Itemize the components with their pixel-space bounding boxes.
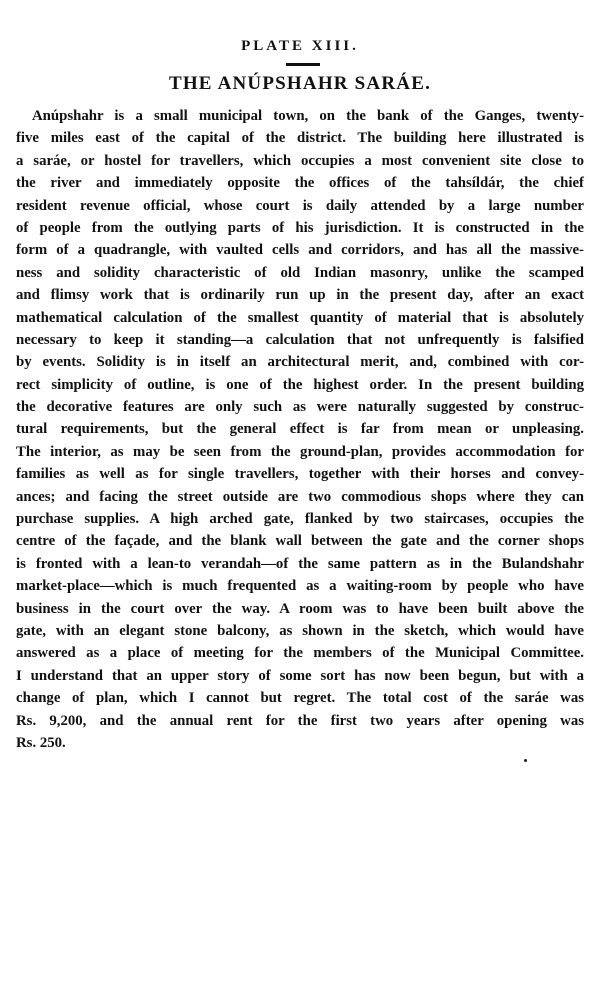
text-line: Rs. 9,200, and the annual rent for the first two years after opening was [16,712,584,729]
text-line: rect simplicity of outline, is one of the highest order. In the present building [16,376,584,393]
text-line: Rs. 250. [16,734,66,751]
text-line: business in the court over the way. A room was to have been built above the [16,600,584,617]
text-line: by events. Solidity is in itself an architectural merit, and, combined with cor- [16,354,584,371]
stray-ink-mark [524,759,527,762]
text-line: I understand that an upper story of some sort has now been begun, but with a [16,667,584,684]
text-line: The interior, as may be seen from the ground-plan, provides accommodation for [16,443,584,460]
text-line: families as well as for single travellers, together with their horses and convey- [16,466,584,483]
text-line: five miles east of the capital of the district. The building here illustrated is [16,130,584,147]
text-line: resident revenue official, whose court is daily attended by a large number [16,197,584,214]
text-line: tural requirements, but the general effect is far from mean or unpleasing. [16,421,584,438]
text-line: market-place—which is much frequented as a waiting-room by people who have [16,578,584,595]
text-line: a saráe, or hostel for travellers, which occupies a most convenient site close to [16,152,584,169]
text-line: necessary to keep it standing—a calculation that not unfrequently is falsified [16,331,584,348]
text-line: ances; and facing the street outside are two commodious shops where they can [16,488,584,505]
text-line: form of a quadrangle, with vaulted cells and corridors, and has all the massive- [16,242,584,259]
text-line: mathematical calculation of the smallest quantity of material that is absolutely [16,309,584,326]
text-line: ness and solidity characteristic of old Indian masonry, unlike the scamped [16,264,584,281]
text-line: gate, with an elegant stone balcony, as shown in the sketch, which would have [16,622,584,639]
plate-number: PLATE XIII. [241,38,359,54]
text-line: purchase supplies. A high arched gate, flanked by two staircases, occupies the [16,511,584,528]
text-line: is fronted with a lean-to verandah—of the same pattern as in the Bulandshahr [16,555,584,572]
body-text [16,105,584,754]
text-line: of people from the outlying parts of his jurisdiction. It is constructed in the [16,219,584,236]
text-line: answered as a place of meeting for the members of the Municipal Committee. [16,645,584,662]
text-line: centre of the façade, and the blank wall between the gate and the corner shops [16,533,584,550]
page-title: THE ANÚPSHAHR SARÁE. [168,73,432,94]
title-rule [286,63,320,66]
text-line: and flimsy work that is ordinarily run up in the present day, after an exact [16,287,584,304]
text-line: Anúpshahr is a small municipal town, on the bank of the Ganges, twenty- [32,108,584,124]
text-line: the river and immediately opposite the offices of the tahsíldár, the chief [16,175,584,192]
text-line: the decorative features are only such as were naturally suggested by construc- [16,399,584,416]
text-line: change of plan, which I cannot but regret. The total cost of the saráe was [16,690,584,707]
